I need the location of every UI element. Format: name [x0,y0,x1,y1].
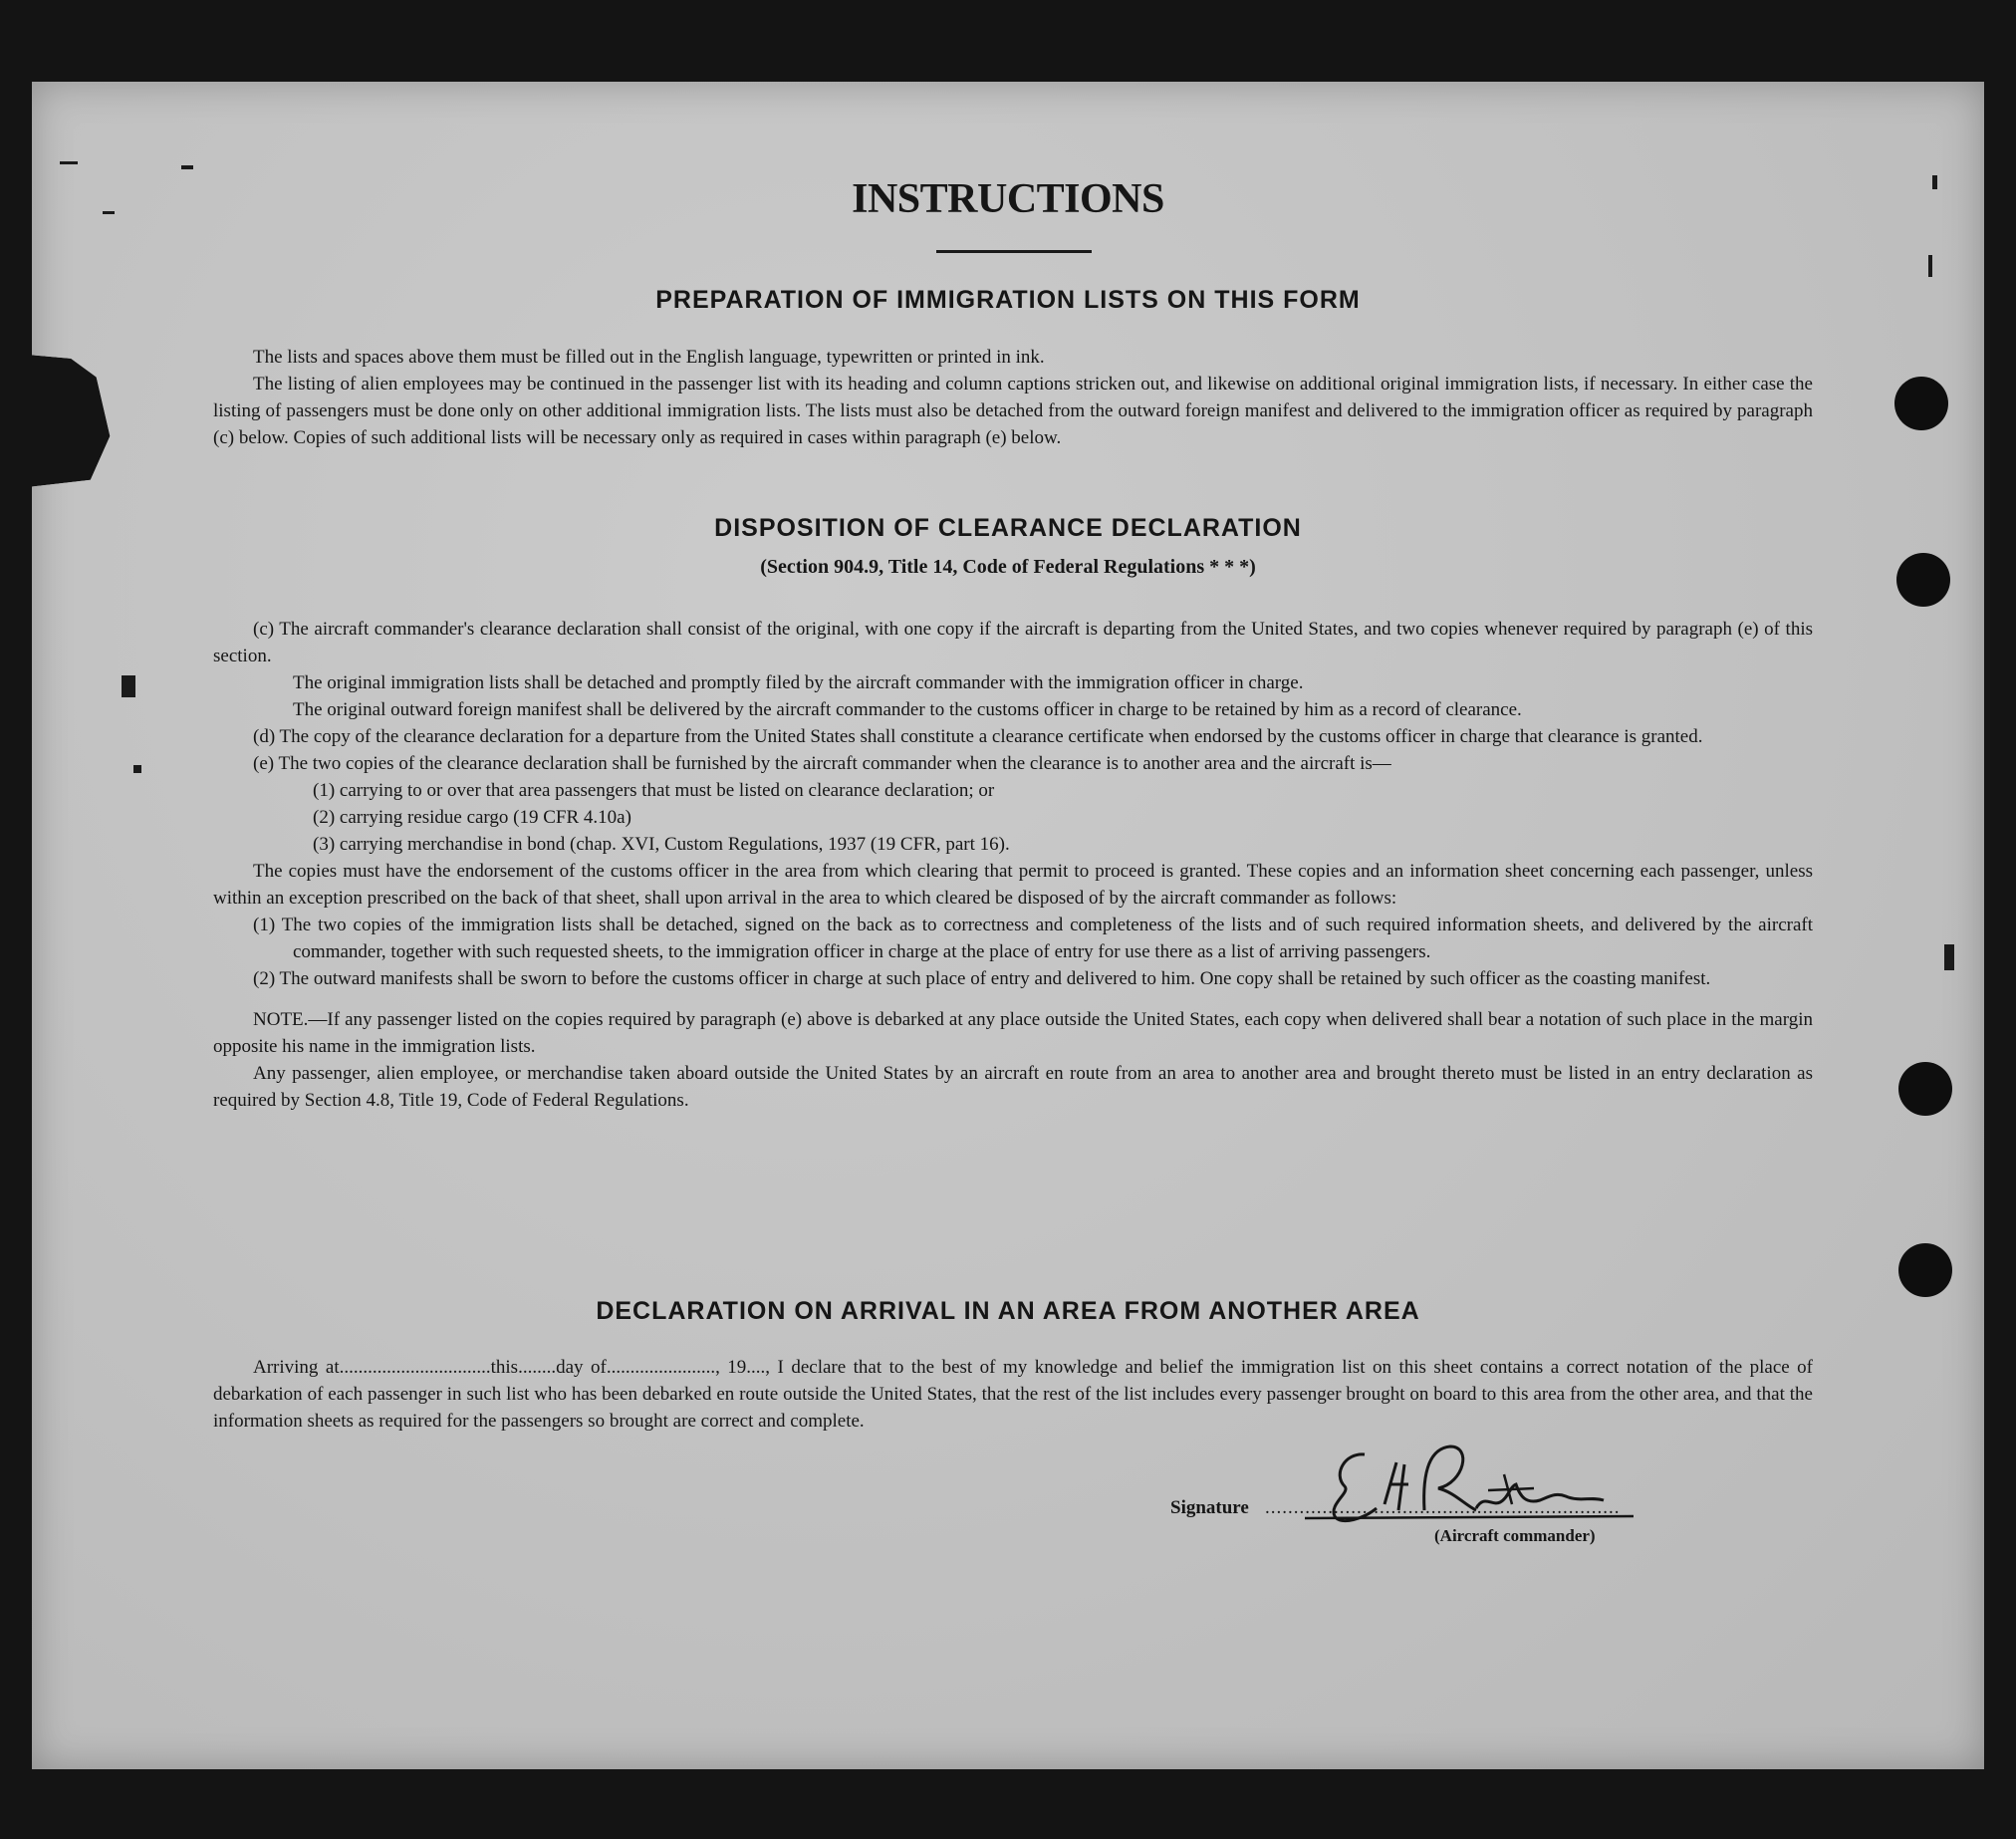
document-title: INSTRUCTIONS [852,176,1164,222]
paragraph-copies: The copies must have the endorsement of the customs officer in the area from which clearing that permit to proceed is granted. These copies and an information sheet concerning each passenger, unless within an exception prescribed on the back of that sheet, shall upon arrival in the area to which cleared be disposed of by the aircraft commander as follows: [213,861,1813,909]
section-subheading-citation: (Section 904.9, Title 14, Code of Federal Regulations * * *) [760,556,1256,578]
section-preparation-body [213,344,1813,451]
paragraph-d: (d) The copy of the clearance declaration for a departure from the United States shall constitute a clearance certificate when endorsed by the customs officer in charge that clearance is granted. [253,726,1703,747]
section-heading-disposition: DISPOSITION OF CLEARANCE DECLARATION [714,514,1302,542]
paragraph-c-sub: The original immigration lists shall be detached and promptly filed by the aircraft commander with the immigration officer in charge. [293,672,1304,693]
paragraph-e-item: (1) carrying to or over that area passengers that must be listed on clearance declaration; or [313,780,995,801]
signature-line: .............................................................. [1265,1497,1621,1518]
signature-role-label: (Aircraft commander) [1434,1526,1596,1545]
paragraph: The listing of alien employees may be continued in the passenger list with its heading and column captions stricken out, and likewise on additional original immigration lists, if necessary. In either case the listing of passengers must be done only on other additional immigration lists. The lists must also be detached from the outward foreign manifest and delivered to the immigration officer as required by paragraph (c) below. Copies of such additional lists will be necessary only as required in cases within paragraph (e) below. [213,374,1813,448]
paragraph-declaration: Arriving at................................this........day of......................., 19...., I declare that to the best of my knowledge and belief the immigration list on this sheet contains a correct notation of the place of debarkation of each passenger in such list who has been debarked en route outside the United States, that the rest of the list includes every passenger brought on board to this area from the other area, and that the information sheets as required for the passengers so brought are correct and complete. [213,1357,1813,1432]
paragraph-c-sub: The original outward foreign manifest shall be delivered by the aircraft commander to the customs officer in charge to be retained by him as a record of clearance. [293,699,1522,720]
section-disposition-body [213,616,1813,1114]
section-heading-declaration: DECLARATION ON ARRIVAL IN AN AREA FROM ANOTHER AREA [596,1297,1420,1325]
paragraph-e: (e) The two copies of the clearance declaration shall be furnished by the aircraft commander when the clearance is to another area and the aircraft is— [253,753,1391,774]
section-heading-preparation: PREPARATION OF IMMIGRATION LISTS ON THIS FORM [655,286,1361,314]
signature-label: Signature [1170,1497,1249,1518]
paragraph-e-item: (2) carrying residue cargo (19 CFR 4.10a) [313,807,631,828]
paragraph-any-passenger: Any passenger, alien employee, or merchandise taken aboard outside the United States by an aircraft en route from an area to another area and brought thereto must be listed in an entry declaration as required by Section 4.8, Title 19, Code of Federal Regulations. [213,1063,1813,1111]
paragraph: The lists and spaces above them must be filled out in the English language, typewritten or printed in ink. [253,347,1045,368]
paragraph-c: (c) The aircraft commander's clearance declaration shall consist of the original, with one copy if the aircraft is departing from the United States, and two copies whenever required by paragraph (e) of this section. [213,619,1813,666]
handwritten-signature [1305,1435,1643,1544]
paragraph-copies-item: (2) The outward manifests shall be sworn to before the customs officer in charge at such place of entry and delivered to him. One copy shall be retained by such officer as the coasting manifest. [253,968,1711,989]
title-underline [936,250,1092,253]
paragraph-copies-item: (1) The two copies of the immigration lists shall be detached, signed on the back as to correctness and completeness of the lists and of such required information sheets, and delivered by the aircraft commander, together with such requested sheets, to the immigration officer in charge at the place of entry for use there as a list of arriving passengers. [253,915,1813,962]
section-declaration-body [213,1354,1813,1435]
paragraph-e-item: (3) carrying merchandise in bond (chap. XVI, Custom Regulations, 1937 (19 CFR, part 16). [313,834,1010,855]
paragraph-note: NOTE.—If any passenger listed on the copies required by paragraph (e) above is debarked at any place outside the United States, each copy when delivered shall bear a notation of such place in the margin opposite his name in the immigration lists. [213,1009,1813,1057]
